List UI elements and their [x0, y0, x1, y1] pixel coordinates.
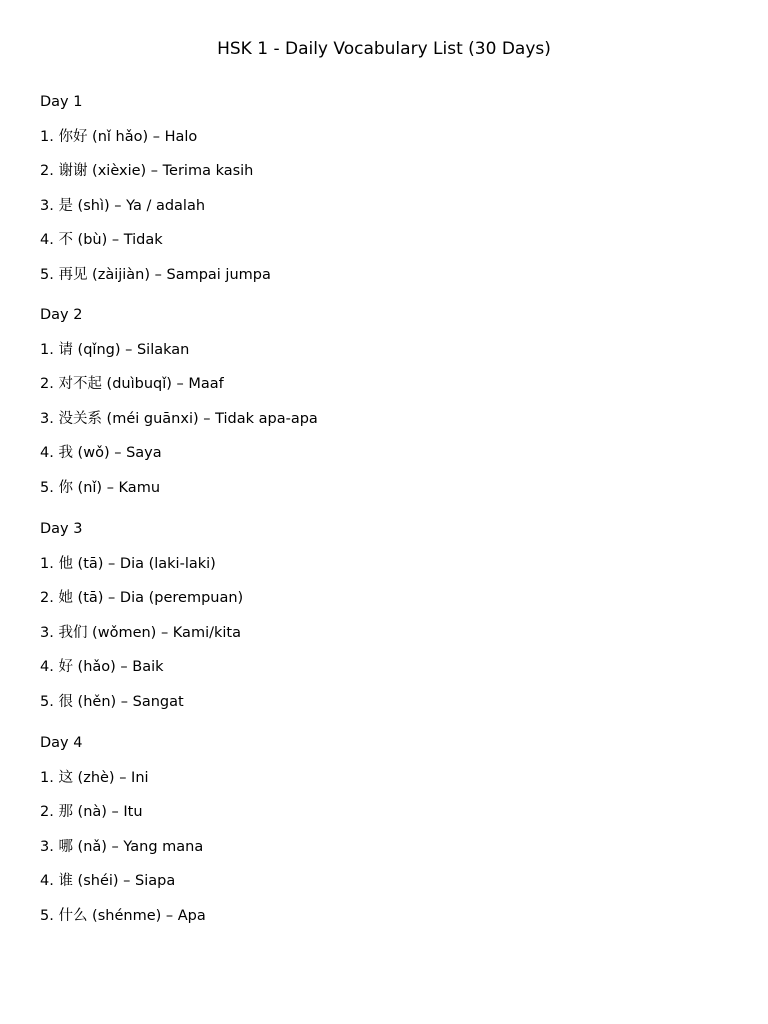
vocab-item: 3. 哪 (nǎ) – Yang mana — [40, 838, 204, 855]
vocab-item: 1. 他 (tā) – Dia (laki-laki) — [40, 555, 216, 572]
day-heading: Day 1 — [40, 94, 83, 110]
vocab-item: 4. 我 (wǒ) – Saya — [40, 445, 162, 461]
vocab-item: 5. 很 (hěn) – Sangat — [40, 693, 184, 710]
vocab-list — [40, 341, 740, 497]
day-section-2 — [40, 306, 740, 497]
day-section-4 — [40, 734, 740, 925]
vocab-item: 5. 再见 (zàijiàn) – Sampai jumpa — [40, 266, 271, 283]
vocab-item: 3. 没关系 (méi guānxi) – Tidak apa-apa — [40, 410, 318, 427]
vocab-item: 4. 不 (bù) – Tidak — [40, 232, 163, 248]
day-heading: Day 3 — [40, 521, 83, 537]
document-title: HSK 1 - Daily Vocabulary List (30 Days) — [217, 39, 551, 59]
day-section-3 — [40, 520, 740, 711]
day-heading: Day 2 — [40, 307, 83, 323]
vocab-item: 4. 谁 (shéi) – Siapa — [40, 873, 176, 889]
vocab-item: 3. 我们 (wǒmen) – Kami/kita — [40, 624, 241, 641]
day-heading: Day 4 — [40, 735, 83, 751]
vocab-item: 2. 那 (nà) – Itu — [40, 804, 143, 820]
vocab-item: 2. 谢谢 (xièxie) – Terima kasih — [40, 163, 254, 179]
vocab-item: 1. 这 (zhè) – Ini — [40, 769, 149, 786]
vocab-item: 3. 是 (shì) – Ya / adalah — [40, 197, 206, 214]
vocab-item: 5. 你 (nǐ) – Kamu — [40, 479, 161, 496]
day-section-1 — [40, 93, 740, 284]
vocab-item: 2. 对不起 (duìbuqǐ) – Maaf — [40, 376, 224, 392]
vocab-list — [40, 128, 740, 284]
vocab-item: 1. 请 (qǐng) – Silakan — [40, 341, 190, 358]
vocab-item: 1. 你好 (nǐ hǎo) – Halo — [40, 128, 198, 145]
vocab-item: 4. 好 (hǎo) – Baik — [40, 659, 164, 675]
vocab-list — [40, 769, 740, 925]
vocab-item: 2. 她 (tā) – Dia (perempuan) — [40, 590, 244, 606]
vocab-item: 5. 什么 (shénme) – Apa — [40, 907, 206, 924]
vocab-list — [40, 555, 740, 711]
